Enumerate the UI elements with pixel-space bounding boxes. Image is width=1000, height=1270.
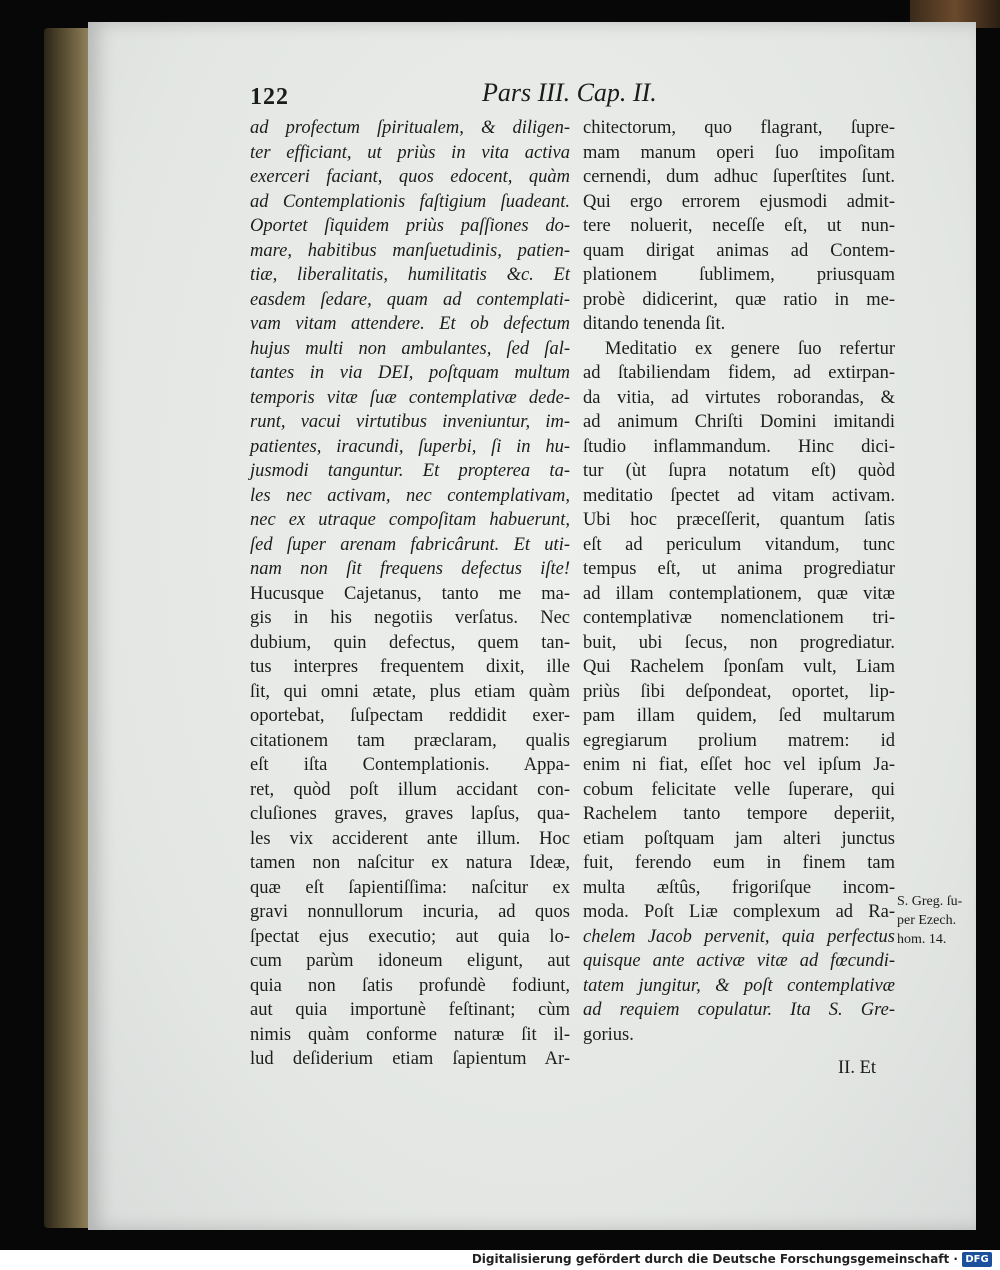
text-line: dubium, quin defectus, quem tan-	[250, 632, 570, 653]
text-line: jusmodi tanguntur. Et propterea ta-	[250, 461, 570, 481]
text-line: easdem ſedare, quam ad contemplati-	[250, 289, 570, 310]
footer-credit: Digitalisierung gefördert durch die Deutsche Forschungsgemeinschaft ·	[471, 1252, 958, 1266]
text-line: gorius.	[583, 1024, 634, 1045]
text-line: quisque ante activæ vitæ ad fœcundi-	[583, 951, 895, 971]
text-line: Rachelem tanto tempore deperiit,	[583, 804, 895, 824]
text-line: tantes in via DEI, poſtquam multum	[250, 363, 570, 383]
text-line: cluſiones graves, graves lapſus, qua-	[250, 804, 570, 824]
text-line: gravi nonnullorum incuria, ad quos	[250, 902, 570, 922]
text-line: ſed ſuper arenam fabricârunt. Et uti-	[250, 534, 570, 555]
text-line: probè didicerint, quæ ratio in me-	[583, 289, 895, 310]
text-line: cernendi, dum adhuc ſuperſtites ſunt.	[583, 167, 895, 187]
text-line: oportebat, ſuſpectam reddidit exer-	[250, 706, 570, 726]
text-line: Hucusque Cajetanus, tanto me ma-	[250, 583, 570, 604]
text-line: mam manum operi ſuo impoſitam	[583, 142, 895, 163]
text-line: eſt ad periculum vitandum, tunc	[583, 534, 895, 555]
text-line: nam non ſit frequens defectus iſte!	[250, 559, 570, 579]
text-line: quæ eſt ſapientiſſima: naſcitur ex	[250, 877, 570, 898]
dfg-logo-icon: DFG	[962, 1252, 992, 1267]
text-line: tere noluerit, neceſſe eſt, ut nun-	[583, 216, 895, 236]
text-line: da vitia, ad virtutes roborandas, &	[583, 387, 895, 408]
text-line: nec ex utraque compoſitam habuerunt,	[250, 510, 570, 530]
text-line: ſpectat ejus executio; aut quia lo-	[250, 926, 570, 947]
text-line: egregiarum prolium matrem: id	[583, 730, 895, 751]
text-line: buit, ubi ſecus, non progrediatur.	[583, 632, 895, 653]
text-line: moda. Poſt Liæ complexum ad Ra-	[583, 902, 895, 922]
text-line: aut quia importunè feſtinant; cùm	[250, 1000, 570, 1020]
text-line: ſtudio inflammandum. Hinc dici-	[583, 436, 895, 457]
text-line: cum parùm idoneum eligunt, aut	[250, 951, 570, 971]
text-line: priùs ſibi deſpondeat, oportet, lip-	[583, 681, 895, 702]
text-line: gis in his negotiis verſatus. Nec	[250, 608, 570, 628]
text-line: pam illam quidem, ſed multarum	[583, 706, 895, 726]
text-line: ſit, qui omni ætate, plus etiam quàm	[250, 681, 570, 702]
catchword: II. Et	[838, 1058, 877, 1078]
text-line: multa æſtûs, frigoriſque incom-	[583, 877, 895, 898]
page-number: 122	[250, 84, 289, 110]
text-line: fuit, ferendo eum in finem tam	[583, 853, 895, 873]
text-line: tatem jungitur, & poſt contemplativæ	[583, 975, 895, 996]
text-line: tiæ, liberalitatis, humilitatis &c. Et	[250, 265, 570, 285]
text-line: ditando tenenda ſit.	[583, 314, 726, 334]
text-line: tempus eſt, ut anima progrediatur	[583, 559, 895, 579]
text-line: lud deſiderium etiam ſapientum Ar-	[250, 1049, 570, 1069]
left-text-column	[250, 116, 570, 1072]
text-line: eſt iſta Contemplationis. Appa-	[250, 755, 570, 775]
text-line: meditatio ſpectet ad vitam activam.	[583, 485, 895, 506]
text-line: chitectorum, quo flagrant, ſupre-	[583, 118, 895, 138]
text-line: nimis quàm conforme naturæ ſit il-	[250, 1024, 570, 1045]
text-line: ad illam contemplationem, quæ vitæ	[583, 583, 895, 604]
marginal-note	[897, 892, 977, 949]
text-line: temporis vitæ ſuæ contemplativæ dede-	[250, 387, 570, 408]
text-line: Qui ergo errorem ejusmodi admit-	[583, 191, 895, 212]
text-line: chelem Jacob pervenit, quia perfectus	[583, 926, 895, 947]
text-line: tus interpres frequentem dixit, ille	[250, 657, 570, 677]
marginal-note-line: hom. 14.	[897, 932, 947, 947]
text-line: exerceri faciant, quos edocent, quàm	[250, 167, 570, 187]
text-line: ad ſtabiliendam fidem, ad extirpan-	[583, 363, 895, 383]
text-line: hujus multi non ambulantes, ſed ſal-	[250, 338, 570, 359]
text-line: ad requiem copulatur. Ita S. Gre-	[583, 1000, 895, 1020]
text-line: ad profectum ſpiritualem, & diligen-	[250, 118, 570, 138]
text-line: Oportet ſiquidem priùs paſſiones do-	[250, 216, 570, 236]
text-line: ret, quòd poſt illum accidant con-	[250, 779, 570, 800]
text-line: cobum felicitate velle ſuperare, qui	[583, 779, 895, 800]
marginal-note-line: S. Greg. ſu-	[897, 894, 963, 909]
text-line: enim ni fiat, eſſet hoc vel ipſum Ja-	[583, 755, 895, 775]
text-line: etiam poſtquam jam alteri junctus	[583, 828, 895, 849]
right-text-column	[583, 116, 895, 1047]
text-line: runt, vacui virtutibus inveniuntur, im-	[250, 412, 570, 432]
text-line: ter efficiant, ut priùs in vita activa	[250, 142, 570, 163]
text-line: contemplativæ nomenclationem tri-	[583, 608, 895, 628]
text-line: Qui Rachelem ſponſam vult, Liam	[583, 657, 895, 677]
text-line: plationem ſublimem, priusquam	[583, 265, 895, 285]
text-line: Ubi hoc præceſſerit, quantum ſatis	[583, 510, 895, 530]
text-line: ad animum Chriſti Domini imitandi	[583, 412, 895, 432]
footer-bar	[0, 1250, 1000, 1270]
text-line: les nec activam, nec contemplativam,	[250, 485, 570, 506]
text-line: patientes, iracundi, ſuperbi, ſi in hu-	[250, 436, 570, 457]
text-line: tamen non naſcitur ex natura Ideæ,	[250, 853, 570, 873]
text-line: tur (ùt ſupra notatum eſt) quòd	[583, 461, 895, 481]
text-line: mare, habitibus manſuetudinis, patien-	[250, 240, 570, 261]
text-line: Meditatio ex genere ſuo refertur	[605, 338, 895, 359]
text-line: vam vitam attendere. Et ob defectum	[250, 314, 570, 334]
text-line: ad Contemplationis faſtigium ſuadeant.	[250, 191, 570, 212]
page-header	[250, 78, 670, 118]
text-line: quia non ſatis profundè fodiunt,	[250, 975, 570, 996]
text-line: les vix acciderent ante illum. Hoc	[250, 828, 570, 849]
text-line: quam dirigat animas ad Contem-	[583, 240, 895, 261]
running-head: Pars III. Cap. II.	[482, 78, 657, 107]
marginal-note-line: per Ezech.	[897, 913, 957, 928]
text-line: citationem tam præclaram, qualis	[250, 730, 570, 751]
